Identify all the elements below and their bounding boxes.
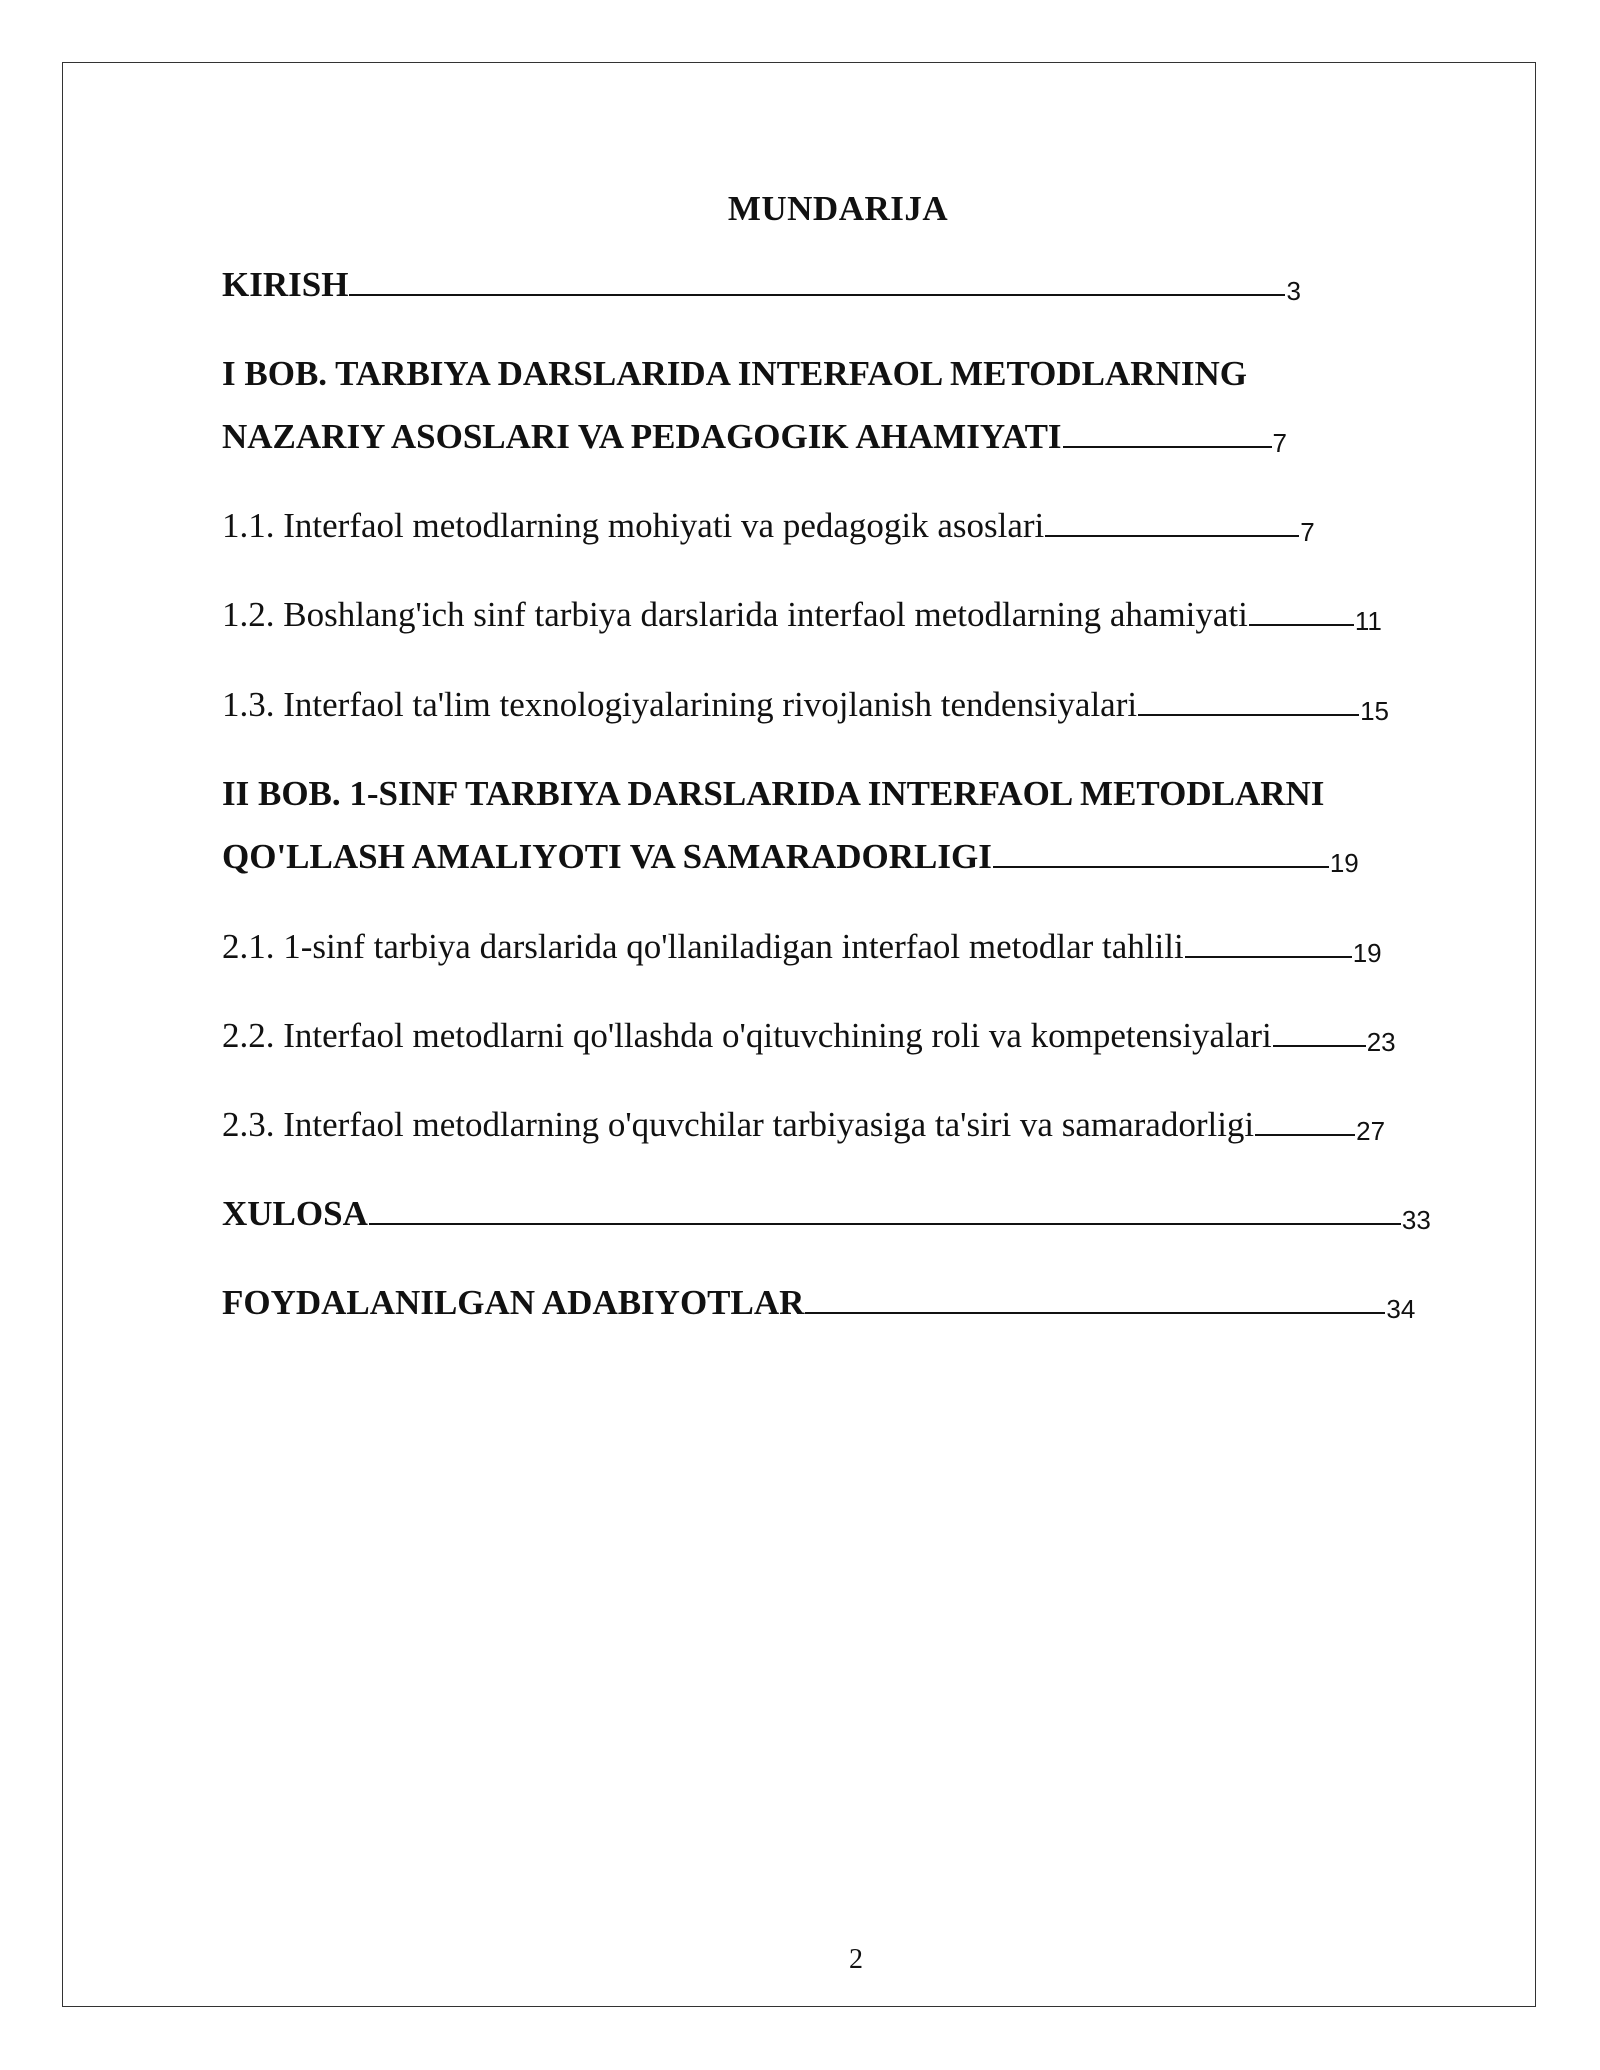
toc-entry-2-1[interactable] — [222, 926, 1382, 970]
toc-entry-label: 1.3. Interfaol ta'lim texnologiyalarining rivojlanish tendensiyalari — [222, 685, 1138, 724]
toc-entry-label: II BOB. 1-SINF TARBIYA DARSLARIDA INTERFAOL METODLARNI — [222, 774, 1325, 813]
toc-entry-label: NAZARIY ASOSLARI VA PEDAGOGIK AHAMIYATI — [222, 417, 1062, 456]
toc-entry-2-3[interactable] — [222, 1104, 1385, 1148]
toc-page-number: 7 — [1272, 428, 1288, 458]
page-number: 2 — [849, 1944, 863, 1975]
toc-page-number: 7 — [1300, 517, 1315, 547]
toc-entry-kirish[interactable] — [222, 264, 1301, 308]
toc-entry-adabiyotlar[interactable] — [222, 1282, 1415, 1326]
toc-page-number: 19 — [1329, 848, 1359, 878]
dot-leader — [805, 1282, 1385, 1314]
dot-leader — [369, 1193, 1401, 1225]
toc-page-number: 15 — [1360, 696, 1390, 726]
toc-page-number: 27 — [1356, 1116, 1386, 1146]
toc-entry-label: XULOSA — [222, 1194, 368, 1233]
dot-leader — [993, 836, 1329, 868]
toc-entry-label: 2.3. Interfaol metodlarning o'quvchilar tarbiyasiga ta'siri va samaradorligi — [222, 1105, 1255, 1144]
toc-entry-chapter-2-line2[interactable] — [222, 836, 1359, 880]
toc-page-number: 19 — [1352, 938, 1382, 968]
toc-entry-xulosa[interactable] — [222, 1193, 1431, 1237]
dot-leader — [1273, 1015, 1366, 1047]
toc-entry-label: I BOB. TARBIYA DARSLARIDA INTERFAOL METODLARNING — [222, 354, 1247, 393]
dot-leader — [1255, 1104, 1355, 1136]
toc-entry-label: FOYDALANILGAN ADABIYOTLAR — [222, 1283, 805, 1322]
toc-entry-1-1[interactable] — [222, 505, 1315, 549]
toc-entry-1-2[interactable] — [222, 594, 1382, 638]
toc-entry-chapter-2-line1[interactable] — [222, 773, 1324, 815]
toc-entry-chapter-1-line2[interactable] — [222, 416, 1287, 460]
toc-entry-label: KIRISH — [222, 265, 349, 304]
dot-leader — [1185, 926, 1352, 958]
dot-leader — [1045, 505, 1299, 537]
dot-leader — [1249, 594, 1354, 626]
dot-leader — [1063, 416, 1272, 448]
dot-leader — [1138, 684, 1359, 716]
toc-entry-1-3[interactable] — [222, 684, 1389, 728]
toc-entry-chapter-1-line1[interactable] — [222, 353, 1247, 395]
toc-page-number: 3 — [1286, 276, 1301, 306]
toc-entry-label: 2.2. Interfaol metodlarni qo'llashda o'qituvchining roli va kompetensiyalari — [222, 1016, 1272, 1055]
toc-entry-label: 2.1. 1-sinf tarbiya darslarida qo'llaniladigan interfaol metodlar tahlili — [222, 927, 1184, 966]
dot-leader — [349, 264, 1285, 296]
toc-entry-label: 1.1. Interfaol metodlarning mohiyati va pedagogik asoslari — [222, 506, 1045, 545]
toc-entry-label: QO'LLASH AMALIYOTI VA SAMARADORLIGI — [222, 837, 992, 876]
toc-entry-label: 1.2. Boshlang'ich sinf tarbiya darslarida interfaol metodlarning ahamiyati — [222, 595, 1248, 634]
toc-title: MUNDARIJA — [727, 189, 949, 228]
toc-page-number: 11 — [1354, 606, 1382, 636]
toc-page-number: 34 — [1386, 1294, 1416, 1324]
toc-page-number: 33 — [1401, 1205, 1431, 1235]
toc-page-number: 23 — [1366, 1027, 1396, 1057]
toc-entry-2-2[interactable] — [222, 1015, 1396, 1059]
